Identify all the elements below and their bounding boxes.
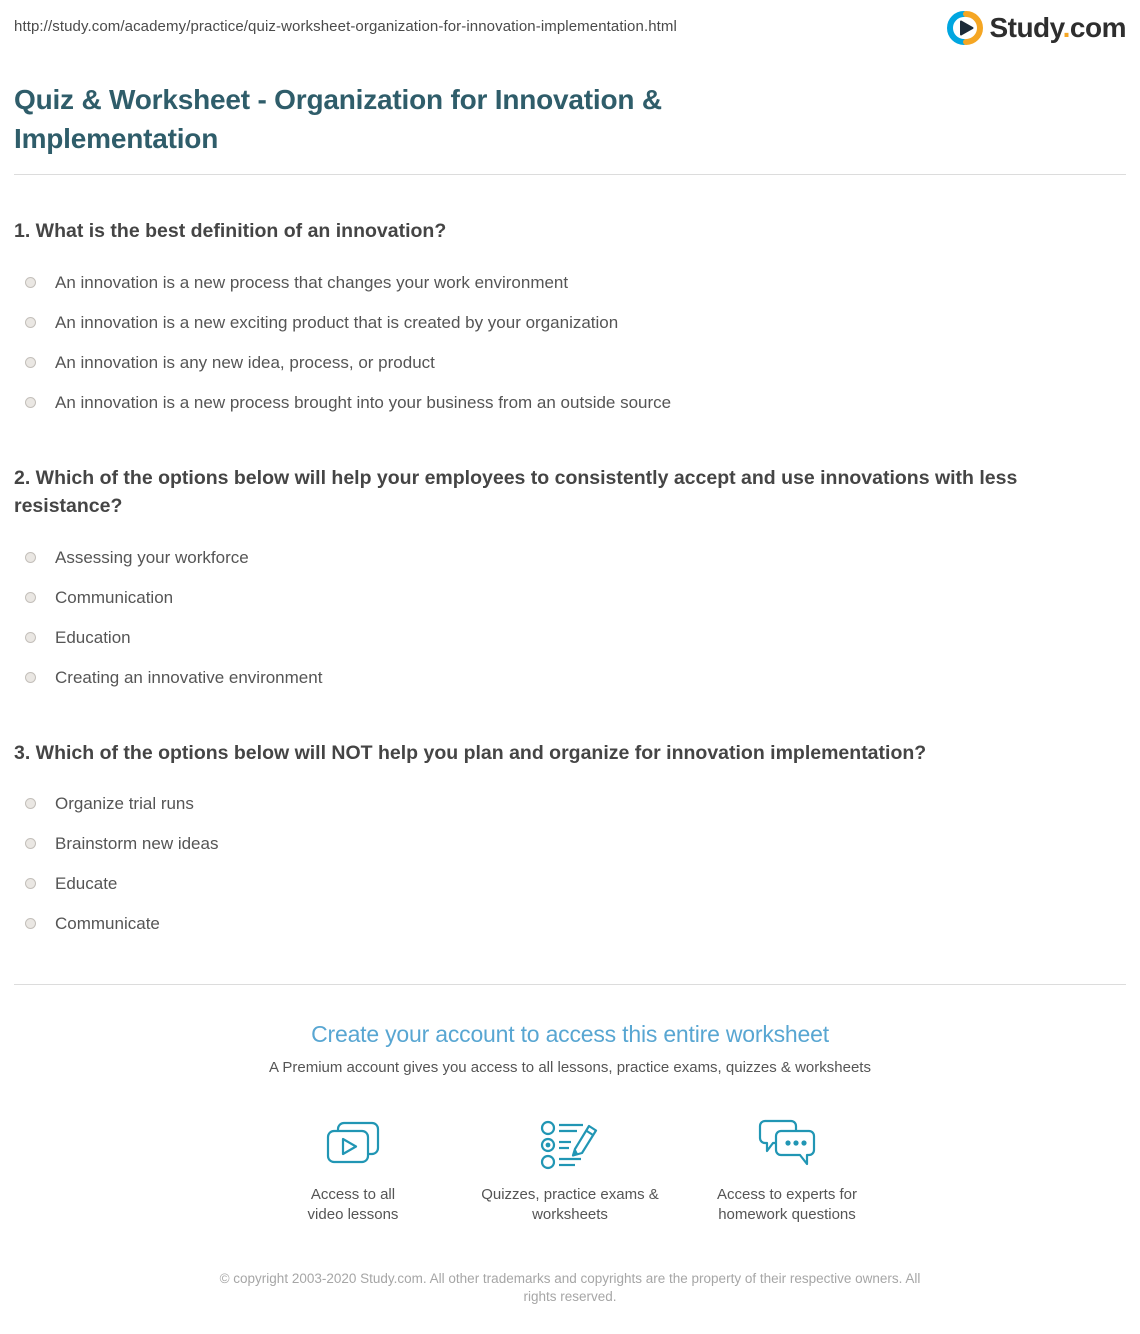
answer-option[interactable] bbox=[14, 587, 1126, 609]
feature-homework-experts bbox=[679, 1118, 896, 1226]
question-1 bbox=[14, 217, 1126, 414]
question-1-text: 1. What is the best definition of an innovation? bbox=[14, 220, 447, 243]
radio-button[interactable] bbox=[25, 878, 36, 889]
feature-video-lessons bbox=[245, 1118, 462, 1226]
feature-list bbox=[14, 1118, 1126, 1226]
answer-option-label: Communication bbox=[55, 587, 174, 607]
radio-button[interactable] bbox=[25, 672, 36, 683]
radio-button[interactable] bbox=[25, 918, 36, 929]
cta-section bbox=[14, 1021, 1126, 1226]
studycom-logo-icon bbox=[947, 10, 983, 46]
question-3-options bbox=[14, 793, 1126, 935]
answer-option[interactable] bbox=[14, 873, 1126, 895]
radio-button[interactable] bbox=[25, 552, 36, 563]
answer-option[interactable] bbox=[14, 547, 1126, 569]
radio-button[interactable] bbox=[25, 317, 36, 328]
feature-quizzes-worksheets bbox=[462, 1118, 679, 1226]
radio-button[interactable] bbox=[25, 632, 36, 643]
radio-button[interactable] bbox=[25, 592, 36, 603]
answer-option[interactable] bbox=[14, 272, 1126, 294]
question-2-options bbox=[14, 547, 1126, 689]
answer-option[interactable] bbox=[14, 833, 1126, 855]
homework-experts-icon bbox=[757, 1118, 817, 1172]
question-1-options bbox=[14, 272, 1126, 414]
title-divider bbox=[14, 174, 1126, 175]
question-2 bbox=[14, 464, 1126, 689]
quizzes-worksheets-icon bbox=[539, 1118, 601, 1172]
answer-option[interactable] bbox=[14, 312, 1126, 334]
page-url: http://study.com/academy/practice/quiz-worksheet-organization-for-innovation-implementation.html bbox=[14, 18, 677, 35]
answer-option[interactable] bbox=[14, 667, 1126, 689]
answer-option-label: An innovation is any new idea, process, or product bbox=[55, 352, 435, 372]
radio-button[interactable] bbox=[25, 397, 36, 408]
cta-divider bbox=[14, 984, 1126, 985]
answer-option[interactable] bbox=[14, 913, 1126, 935]
answer-option-label: An innovation is a new process that changes your work environment bbox=[55, 272, 569, 292]
answer-option[interactable] bbox=[14, 392, 1126, 414]
answer-option-label: Communicate bbox=[55, 914, 160, 934]
copyright-notice: © copyright 2003-2020 Study.com. All other trademarks and copyrights are the property of their respective owners. All rights reserved. bbox=[219, 1270, 921, 1305]
answer-option-label: Assessing your workforce bbox=[55, 547, 249, 567]
answer-option-label: Education bbox=[55, 627, 131, 647]
feature-label: Access to all video lessons bbox=[307, 1185, 399, 1224]
header bbox=[14, 0, 1126, 52]
radio-button[interactable] bbox=[25, 277, 36, 288]
answer-option[interactable] bbox=[14, 352, 1126, 374]
radio-button[interactable] bbox=[25, 838, 36, 849]
answer-option[interactable] bbox=[14, 627, 1126, 649]
radio-button[interactable] bbox=[25, 798, 36, 809]
answer-option[interactable] bbox=[14, 793, 1126, 815]
cta-subheading: A Premium account gives you access to all lessons, practice exams, quizzes & worksheets bbox=[269, 1058, 871, 1076]
answer-option-label: Brainstorm new ideas bbox=[55, 834, 219, 854]
feature-label: Access to experts for homework questions bbox=[716, 1185, 858, 1224]
question-3 bbox=[14, 739, 1126, 936]
page-title: Quiz & Worksheet - Organization for Innovation & Implementation bbox=[14, 84, 662, 155]
studycom-logo-text: Study.com bbox=[989, 12, 1126, 43]
answer-option-label: Educate bbox=[55, 874, 118, 894]
video-lessons-icon bbox=[325, 1118, 381, 1172]
studycom-logo[interactable] bbox=[947, 10, 1126, 46]
answer-option-label: Organize trial runs bbox=[55, 794, 194, 814]
answer-option-label: Creating an innovative environment bbox=[55, 667, 323, 687]
answer-option-label: An innovation is a new process brought into your business from an outside source bbox=[55, 392, 672, 412]
cta-heading[interactable]: Create your account to access this entire worksheet bbox=[311, 1020, 829, 1047]
question-3-text: 3. Which of the options below will NOT help you plan and organize for innovation implementation? bbox=[14, 741, 927, 764]
feature-label: Quizzes, practice exams & worksheets bbox=[481, 1185, 659, 1224]
radio-button[interactable] bbox=[25, 357, 36, 368]
answer-option-label: An innovation is a new exciting product that is created by your organization bbox=[55, 312, 619, 332]
question-2-text: 2. Which of the options below will help your employees to consistently accept and use innovations with less resistance? bbox=[14, 467, 1018, 518]
